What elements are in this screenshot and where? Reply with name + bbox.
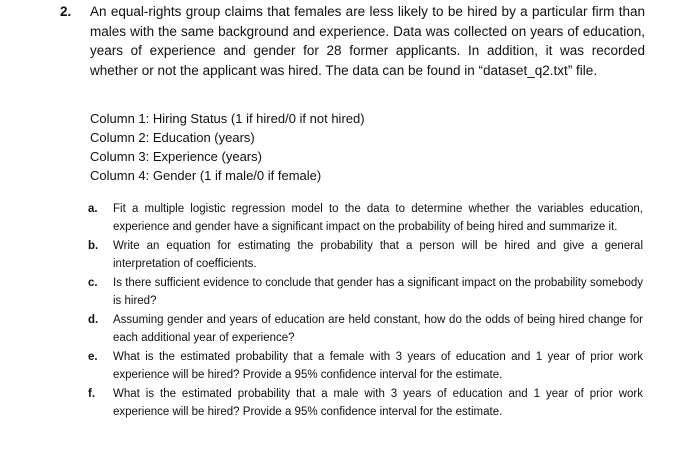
sub-question-label: e. <box>88 351 98 363</box>
sub-question-label: f. <box>88 388 96 400</box>
question-text: An equal-rights group claims that females are less likely to be hired by a particular firm than males with the same background and experience. Data was collected on years of education, years of experience and gender for 28 former applicants. In addition, it was recorded whether or not the applicant was hired. The data can be found in “dataset_q2.txt” file. <box>90 4 645 78</box>
sub-question-e <box>88 349 643 384</box>
sub-question-text: Fit a multiple logistic regression model to the data to determine whether the variables education, experience and gender have a significant impact on the probability of being hired and summarize it. <box>113 203 643 233</box>
sub-question-text: Assuming gender and years of education are held constant, how do the odds of being hired change for each additional year of experience? <box>113 314 643 344</box>
column-description: Column 3: Experience (years) <box>90 149 262 164</box>
column-description: Column 1: Hiring Status (1 if hired/0 if not hired) <box>90 111 365 126</box>
column-description-list <box>90 109 365 185</box>
sub-question-list <box>88 201 643 423</box>
sub-question-c <box>88 275 643 310</box>
sub-question-text: What is the estimated probability that a female with 3 years of education and 1 year of prior work experience will be hired? Provide a 95% confidence interval for the estimate. <box>113 351 643 381</box>
sub-question-a <box>88 201 643 236</box>
sub-question-text: Is there sufficient evidence to conclude that gender has a significant impact on the probability somebody is hired? <box>113 277 643 307</box>
sub-question-b <box>88 238 643 273</box>
sub-question-label: d. <box>88 314 99 326</box>
column-description: Column 2: Education (years) <box>90 130 255 145</box>
sub-question-label: b. <box>88 240 99 252</box>
sub-question-f <box>88 386 643 421</box>
sub-question-text: Write an equation for estimating the probability that a person will be hired and give a general interpretation of coefficients. <box>113 240 643 270</box>
sub-question-label: c. <box>88 277 98 289</box>
column-description: Column 4: Gender (1 if male/0 if female) <box>90 168 322 183</box>
sub-question-label: a. <box>88 203 98 215</box>
sub-question-d <box>88 312 643 347</box>
sub-question-text: What is the estimated probability that a male with 3 years of education and 1 year of prior work experience will be hired? Provide a 95% confidence interval for the estimate. <box>113 388 643 418</box>
question-number: 2. <box>60 4 72 19</box>
